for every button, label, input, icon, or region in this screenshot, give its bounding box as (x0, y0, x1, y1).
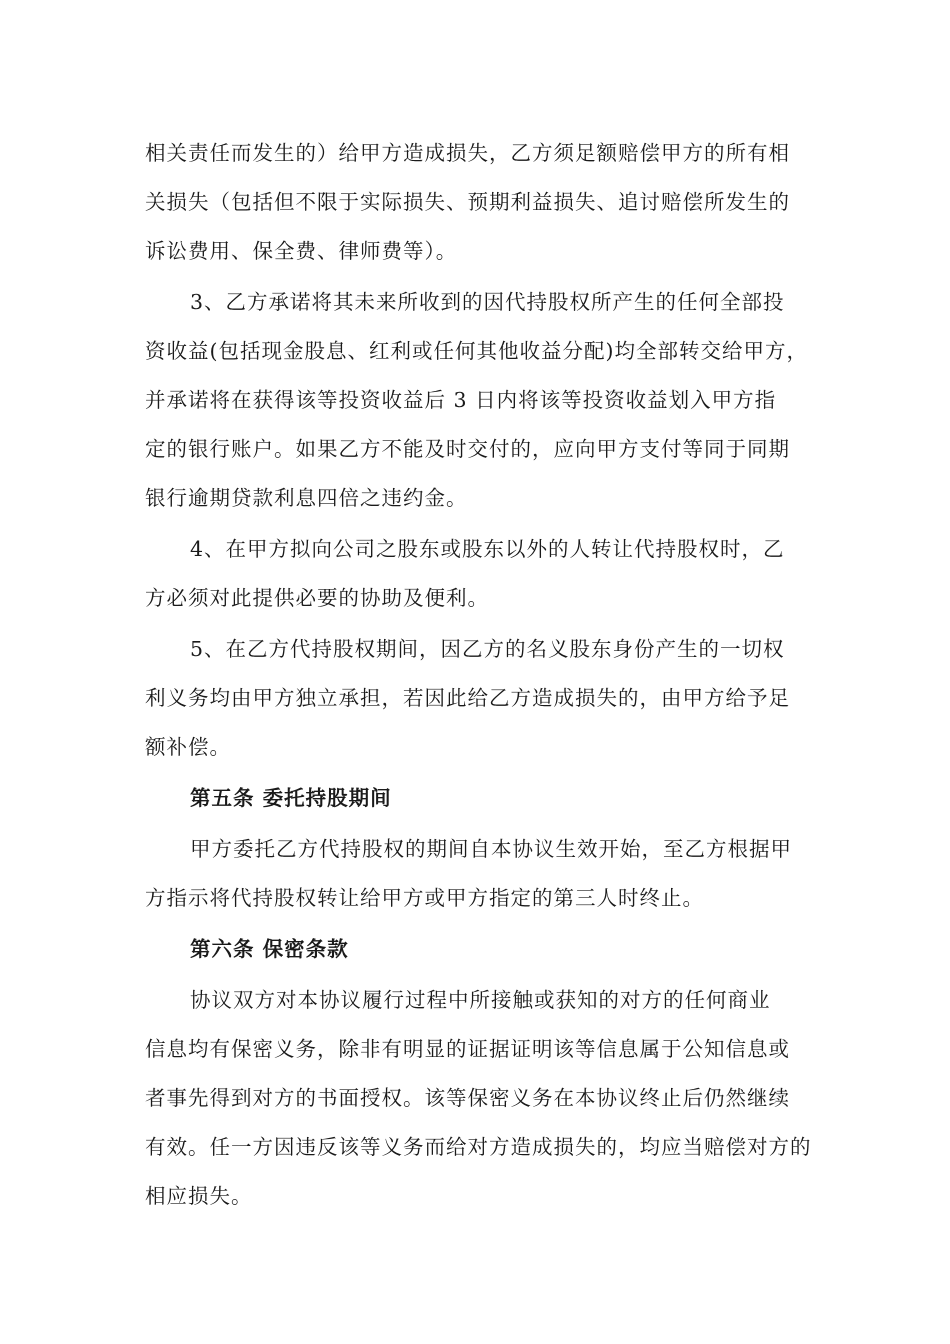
clause-4-line-1: 4、在甲方拟向公司之股东或股东以外的人转让代持股权时，乙 (190, 537, 785, 561)
clause-3-line-5: 银行逾期贷款利息四倍之违约金。 (145, 486, 468, 510)
clause-5-line-2: 利义务均由甲方独立承担，若因此给乙方造成损失的，由甲方给予足 (145, 686, 790, 710)
text-line-3: 诉讼费用、保全费、律师费等）。 (145, 239, 458, 263)
text-line-2: 关损失（包括但不限于实际损失、预期利益损失、追讨赔偿所发生的 (145, 190, 790, 214)
article-6-line-4: 有效。任一方因违反该等义务而给对方造成损失的，均应当赔偿对方的 (145, 1135, 812, 1159)
article-6-heading: 第六条 保密条款 (190, 937, 349, 961)
article-6-line-2: 信息均有保密义务，除非有明显的证据证明该等信息属于公知信息或 (145, 1037, 790, 1061)
article-5-line-1: 甲方委托乙方代持股权的期间自本协议生效开始，至乙方根据甲 (190, 837, 792, 861)
clause-3-line-2: 资收益(包括现金股息、红利或任何其他收益分配)均全部转交给甲方， (145, 339, 808, 363)
article-6-line-1: 协议双方对本协议履行过程中所接触或获知的对方的任何商业 (190, 988, 771, 1012)
clause-5-line-1: 5、在乙方代持股权期间，因乙方的名义股东身份产生的一切权 (190, 637, 785, 661)
article-6-line-5: 相应损失。 (145, 1184, 253, 1208)
article-5-heading: 第五条 委托持股期间 (190, 786, 392, 810)
article-6-line-3: 者事先得到对方的书面授权。该等保密义务在本协议终止后仍然继续 (145, 1086, 790, 1110)
clause-4-line-2: 方必须对此提供必要的协助及便利。 (145, 586, 489, 610)
clause-5-line-3: 额补偿。 (145, 735, 231, 759)
clause-3-line-4: 定的银行账户。如果乙方不能及时交付的，应向甲方支付等同于同期 (145, 437, 790, 461)
article-5-line-2: 方指示将代持股权转让给甲方或甲方指定的第三人时终止。 (145, 886, 704, 910)
text-line-1: 相关责任而发生的）给甲方造成损失，乙方须足额赔偿甲方的所有相 (145, 141, 790, 165)
clause-3-line-3: 并承诺将在获得该等投资收益后 3 日内将该等投资收益划入甲方指 (145, 388, 777, 412)
clause-3-line-1: 3、乙方承诺将其未来所收到的因代持股权所产生的任何全部投 (190, 290, 785, 314)
